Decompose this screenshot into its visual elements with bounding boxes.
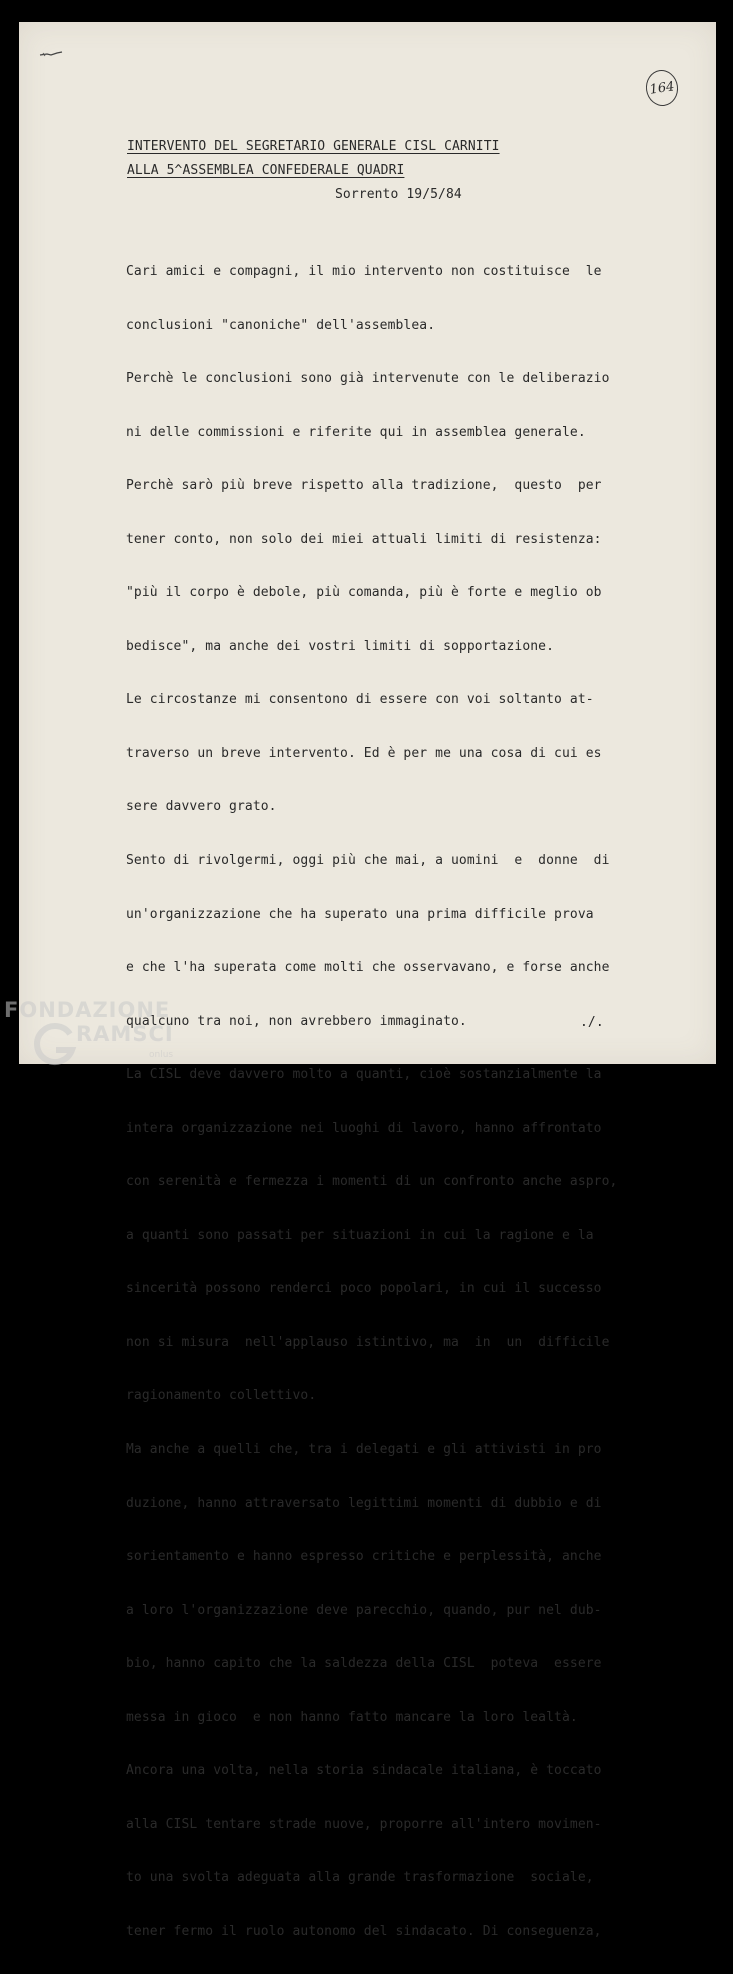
body-line: sorientamento e hanno espresso critiche e perplessità, anche [126,1549,602,1565]
document-title-line-2: ALLA 5^ASSEMBLEA CONFEDERALE QUADRI [127,163,405,178]
place-date: Sorrento 19/5/84 [335,187,462,202]
pen-mark-icon [39,51,63,57]
body-line: ragionamento collettivo. [126,1388,317,1404]
body-line: bio, hanno capito che la saldezza della CISL poteva essere [126,1656,602,1672]
body-line: a loro l'organizzazione deve parecchio, quando, pur nel dub- [126,1602,602,1618]
watermark-onlus: onlus [149,1050,174,1060]
body-line: traverso un breve intervento. Ed è per me una cosa di cui es [126,745,602,761]
document-body [126,230,706,1974]
body-line: bedisce", ma anche dei vostri limiti di sopportazione. [126,638,555,654]
archive-number-stamp [644,68,681,108]
document-title-line-1: INTERVENTO DEL SEGRETARIO GENERALE CISL CARNITI [127,139,500,154]
body-line: sere davvero grato. [126,799,277,815]
body-line: e che l'ha superata come molti che osservavano, e forse anche [126,960,610,976]
body-line: a quanti sono passati per situazioni in cui la ragione e la [126,1227,594,1243]
body-line: La CISL deve davvero molto a quanti, cioè sostanzialmente la [126,1067,602,1083]
body-line: Ma anche a quelli che, tra i delegati e gli attivisti in pro [126,1442,602,1458]
body-line: intera organizzazione nei luoghi di lavoro, hanno affrontato [126,1120,602,1136]
continuation-mark: ./. [580,1015,604,1030]
body-line: Le circostanze mi consentono di essere con voi soltanto at- [126,692,594,708]
body-line: Ancora una volta, nella storia sindacale italiana, è toccato [126,1763,602,1779]
body-line: un'organizzazione che ha superato una prima difficile prova [126,906,594,922]
body-line: "più il corpo è debole, più comanda, più è forte e meglio ob [126,585,602,601]
body-line: Cari amici e compagni, il mio intervento non costituisce le [126,264,602,279]
body-line: sincerità possono renderci poco popolari, in cui il successo [126,1281,602,1297]
archive-number: 164 [648,78,676,98]
document-page [19,22,716,1939]
body-line: duzione, hanno attraversato legittimi momenti di dubbio e di [126,1495,602,1511]
watermark-line-1: FONDAZIONE [4,998,171,1022]
body-line: qualcuno tra noi, non avrebbero immaginato. [126,1013,467,1029]
body-line: Perchè sarò più breve rispetto alla tradizione, questo per [126,478,602,494]
body-line: to una svolta adeguata alla grande trasformazione sociale, [126,1870,594,1886]
watermark-line-2: RAMSCI [76,1022,174,1046]
body-line: Perchè le conclusioni sono già intervenute con le deliberazio [126,371,610,387]
body-line: Sento di rivolgermi, oggi più che mai, a uomini e donne di [126,853,610,869]
body-line: alla CISL tentare strade nuove, proporre all'intero movimen- [126,1816,602,1832]
body-line: non si misura nell'applauso istintivo, ma in un difficile [126,1334,610,1350]
body-line: messa in gioco e non hanno fatto mancare la loro lealtà. [126,1709,578,1725]
body-line: con serenità e fermezza i momenti di un confronto anche aspro, [126,1174,618,1190]
body-line: tener fermo il ruolo autonomo del sindacato. Di conseguenza, [126,1923,602,1939]
body-line: ni delle commissioni e riferite qui in assemblea generale. [126,424,586,440]
body-line: conclusioni "canoniche" dell'assemblea. [126,317,436,333]
body-line: tener conto, non solo dei miei attuali limiti di resistenza: [126,531,602,547]
